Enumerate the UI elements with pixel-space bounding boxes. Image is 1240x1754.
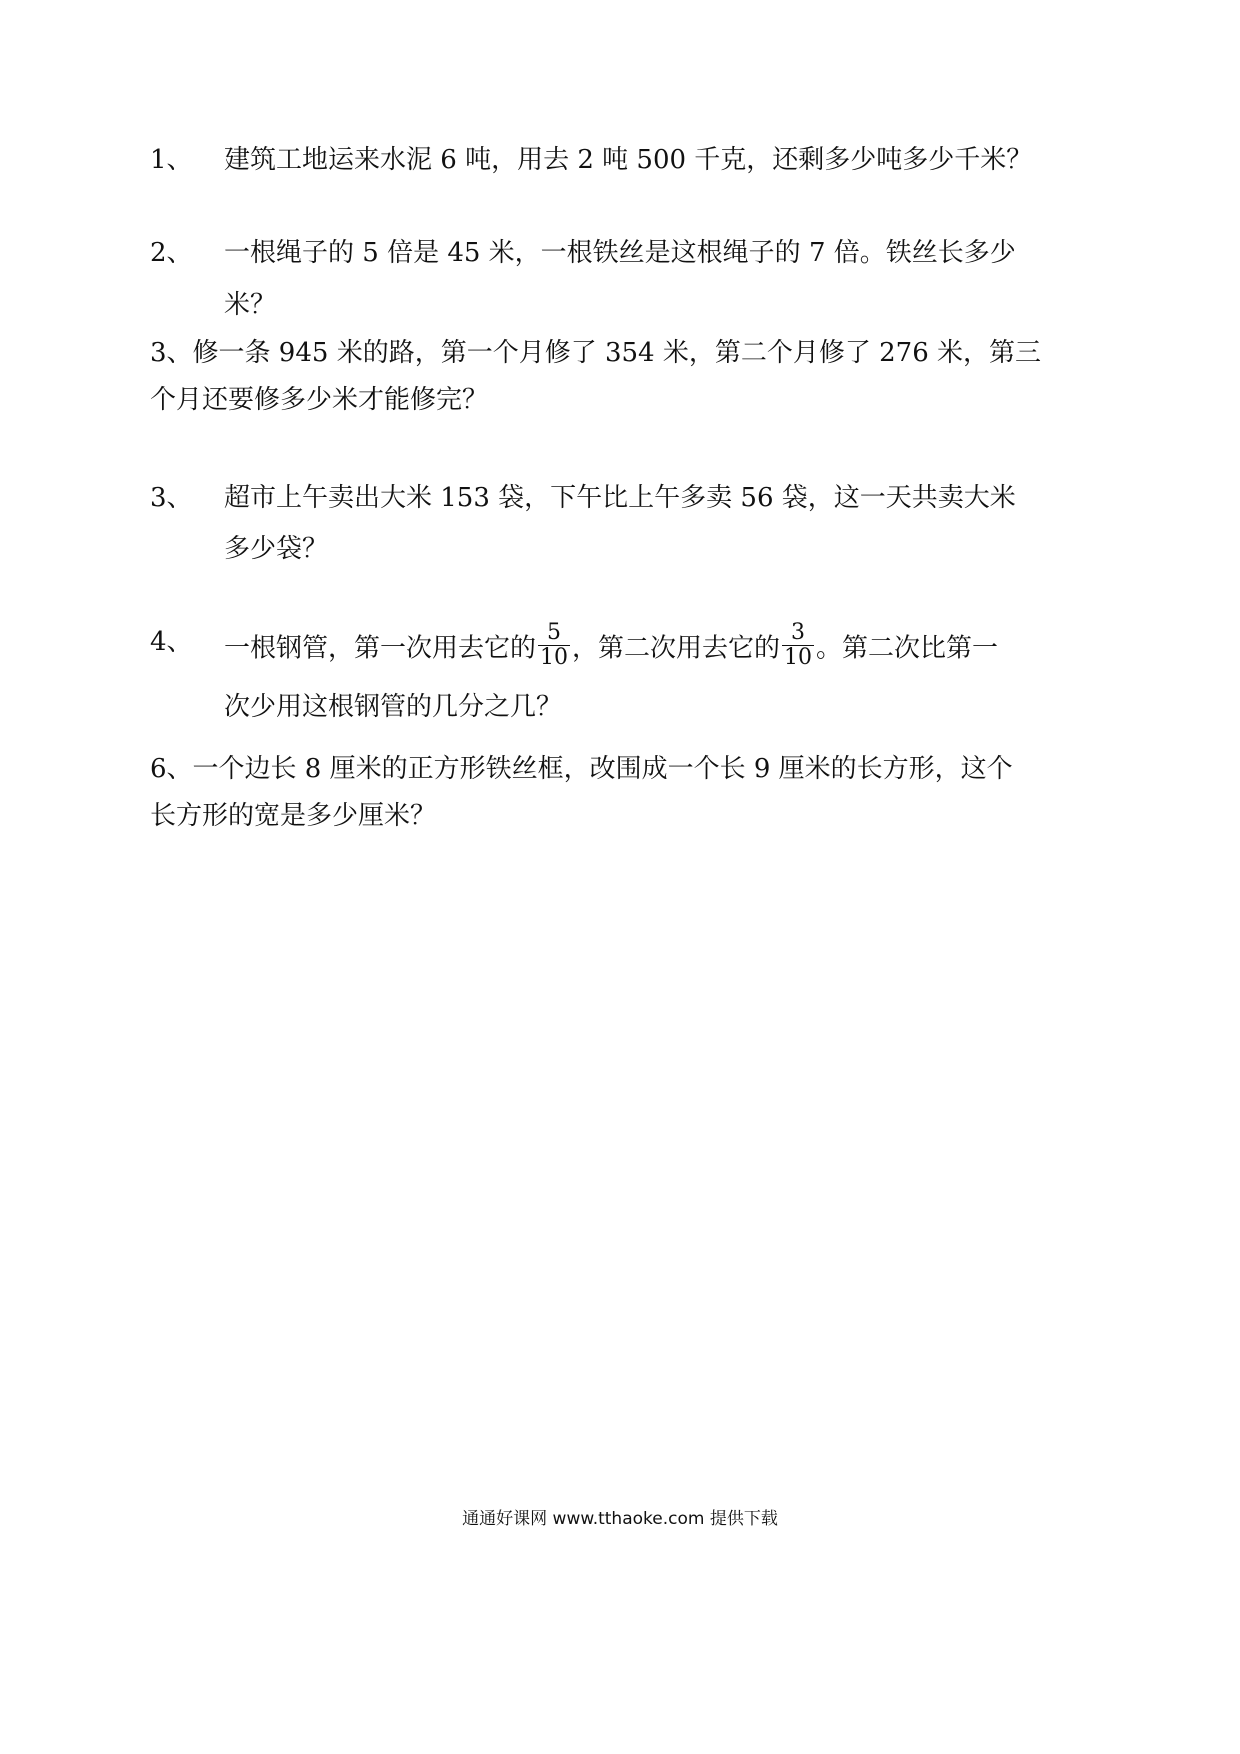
question-number: 3、: [150, 483, 193, 513]
question-number: 2、: [150, 238, 193, 268]
fraction-numerator: 3: [782, 621, 814, 646]
question-text-line: 长方形的宽是多少厘米？: [150, 801, 437, 831]
page-footer: 通通好课网 www.tthaoke.com 提供下载: [462, 1509, 778, 1529]
question-text-line: 一根绳子的 5 倍是 45 米，一根铁丝是这根绳子的 7 倍。铁丝长多少: [224, 238, 1016, 268]
question-number: 1、: [150, 145, 193, 175]
question-text-line: 多少袋？: [224, 534, 329, 564]
question-text-line: 3、修一条 945 米的路，第一个月修了 354 米，第二个月修了 276 米，第三: [150, 338, 1042, 368]
question-text-line: 6、一个边长 8 厘米的正方形铁丝框，改围成一个长 9 厘米的长方形，这个: [150, 754, 1013, 784]
fraction-numerator: 5: [538, 621, 570, 646]
text-segment: ，第二次用去它的: [572, 633, 781, 664]
fraction: [538, 621, 570, 670]
text-segment: 一根钢管，第一次用去它的: [224, 633, 537, 664]
question-text-line: 个月还要修多少米才能修完？: [150, 385, 489, 415]
question-text-line: 米？: [224, 290, 277, 320]
question-text-line: 超市上午卖出大米 153 袋，下午比上午多卖 56 袋，这一天共卖大米: [224, 483, 1016, 513]
question-text-line: [224, 620, 999, 674]
question-text-line: 建筑工地运来水泥 6 吨，用去 2 吨 500 千克，还剩多少吨多少千米？: [224, 145, 1033, 175]
fraction-denominator: 10: [540, 645, 569, 670]
fraction: [782, 621, 814, 670]
text-segment: 。第二次比第一: [816, 633, 999, 664]
fraction-denominator: 10: [784, 645, 813, 670]
question-number: 4、: [150, 627, 193, 657]
question-text-line: 次少用这根钢管的几分之几？: [224, 692, 563, 722]
